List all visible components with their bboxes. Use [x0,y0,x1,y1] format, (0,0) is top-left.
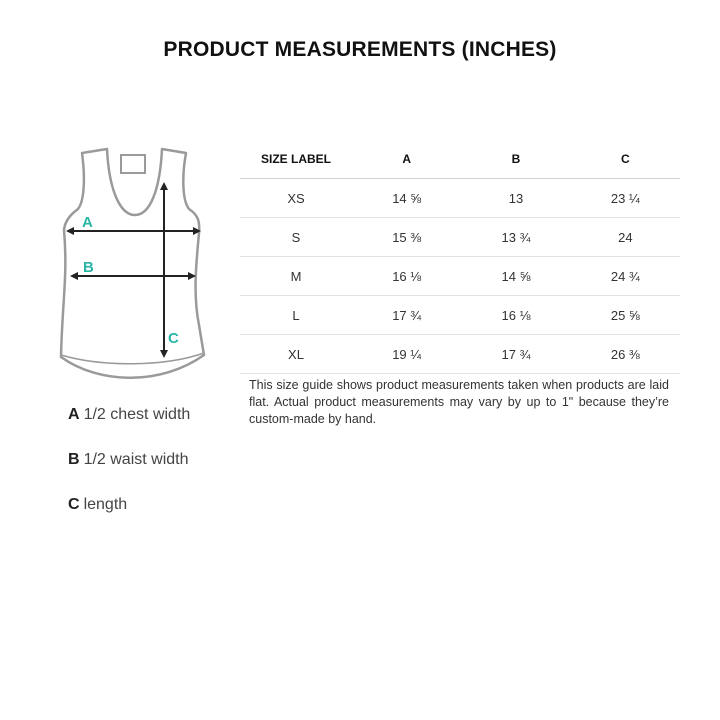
legend-text: length [83,496,128,513]
measurement-legend [68,406,190,541]
value-cell-a: 17 ¾ [352,296,461,335]
value-cell-b: 13 [461,179,570,218]
size-cell: S [240,218,352,257]
size-guide-note: This size guide shows product measurements taken when products are laid flat. Actual product measurements may vary by up to 1" because they’re custom-made by hand. [249,378,669,426]
legend-item-a [68,406,190,424]
value-cell-b: 14 ⅝ [461,257,570,296]
size-cell: XL [240,335,352,374]
size-table [240,140,680,374]
value-cell-c: 26 ⅜ [571,335,680,374]
label-b: B [83,259,94,276]
table-row [240,218,680,257]
value-cell-b: 17 ¾ [461,335,570,374]
table-row [240,179,680,218]
legend-text: 1/2 waist width [83,451,189,468]
size-cell: L [240,296,352,335]
legend-key: A [68,406,80,423]
hem-line [61,353,204,364]
table-row [240,296,680,335]
value-cell-c: 25 ⅝ [571,296,680,335]
column-header-c: C [571,140,680,179]
tank-top-illustration [52,145,217,385]
size-cell: M [240,257,352,296]
size-cell: XS [240,179,352,218]
table-header-row [240,140,680,179]
legend-key: B [68,451,80,468]
legend-text: 1/2 chest width [83,406,191,423]
column-header-a: A [352,140,461,179]
legend-item-b [68,451,190,469]
legend-item-c [68,496,190,514]
arrow-b-left-head [70,272,78,280]
arrow-c-bottom-head [160,350,168,358]
column-header-b: B [461,140,570,179]
label-c: C [168,330,179,347]
tank-top-diagram [52,145,217,385]
neck-label [121,155,145,173]
value-cell-b: 13 ¾ [461,218,570,257]
legend-key: C [68,496,80,513]
value-cell-a: 14 ⅝ [352,179,461,218]
table-row [240,335,680,374]
value-cell-c: 24 [571,218,680,257]
value-cell-a: 15 ⅜ [352,218,461,257]
value-cell-c: 23 ¼ [571,179,680,218]
table-row [240,257,680,296]
value-cell-a: 16 ⅛ [352,257,461,296]
value-cell-a: 19 ¼ [352,335,461,374]
value-cell-b: 16 ⅛ [461,296,570,335]
page-title: PRODUCT MEASUREMENTS (INCHES) [163,38,557,61]
arrow-c-top-head [160,182,168,190]
value-cell-c: 24 ¾ [571,257,680,296]
label-a: A [82,214,93,231]
column-header-size-label: SIZE LABEL [240,140,352,179]
arrow-a-left-head [66,227,74,235]
